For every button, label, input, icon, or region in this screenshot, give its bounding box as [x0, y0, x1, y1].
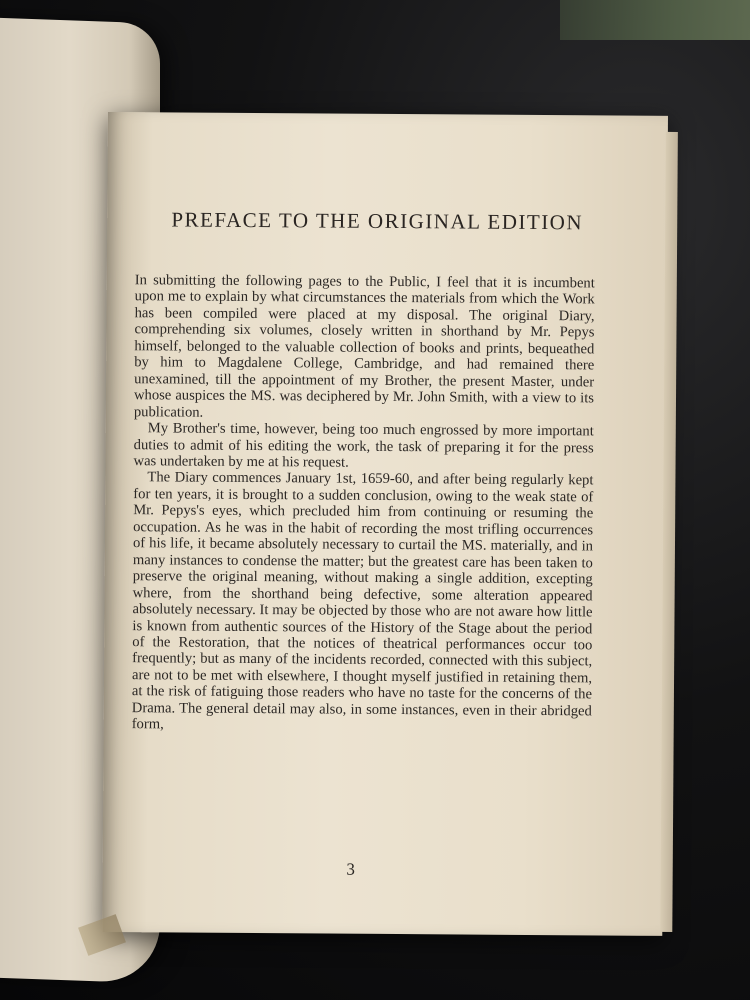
paragraph-1: In submitting the following pages to the Public, I feel that it is incumbent upon me to explain by what circumstances the materials from which the Work has been compiled were placed at my disposal. The original Diary, comprehending six volumes, closely written in shorthand by Mr. Pepys himself, belonged to the valuable collection of books and prints, bequeathed by him to Magdalene College, Cambridge, and had remained there unexamined, till the appointment of my Brother, the present Master, under whose auspices the MS. was deciphered by Mr. John Smith, with a view to its publication.: [133, 272, 595, 421]
book-page: [102, 112, 668, 936]
page-edge: [660, 132, 678, 932]
page-number: 3: [346, 859, 356, 879]
body-text: [132, 272, 595, 736]
paragraph-3: The Diary commences January 1st, 1659-60, and after being regularly kept for ten years, it is brought to a sudden conclusion, owing to the weak state of Mr. Pepys's eyes, which precluded him from continuing or resuming the occupation. As he was in the habit of recording the most trifling occurrences of his life, it became absolutely necessary to curtail the MS. materially, and in many instances to condense the matter; but the greatest care has been taken to preserve the original meaning, without making a single addition, excepting where, from the shorthand being defective, some alteration appeared absolutely necessary. It may be objected by those who are not aware how little is known from authentic sources of the History of the Stage about the period of the Restoration, that the notices of theatrical performances occur too frequently; but as many of the incidents recorded, connected with this subject, are not to be met with elsewhere, I thought myself justified in retaining them, at the risk of fatiguing those readers who have no taste for the concerns of the Drama. The general detail may also, in some instances, even in their abridged form,: [131, 469, 594, 733]
paragraph-2: My Brother's time, however, being too much engrossed by more important duties to admit of his editing the work, the task of preparing it for the press was undertaken by me at his request.: [133, 420, 594, 471]
show-through-text: [168, 122, 588, 175]
background-fur: [560, 0, 750, 40]
page-title: PREFACE TO THE ORIGINAL EDITION: [171, 207, 584, 235]
